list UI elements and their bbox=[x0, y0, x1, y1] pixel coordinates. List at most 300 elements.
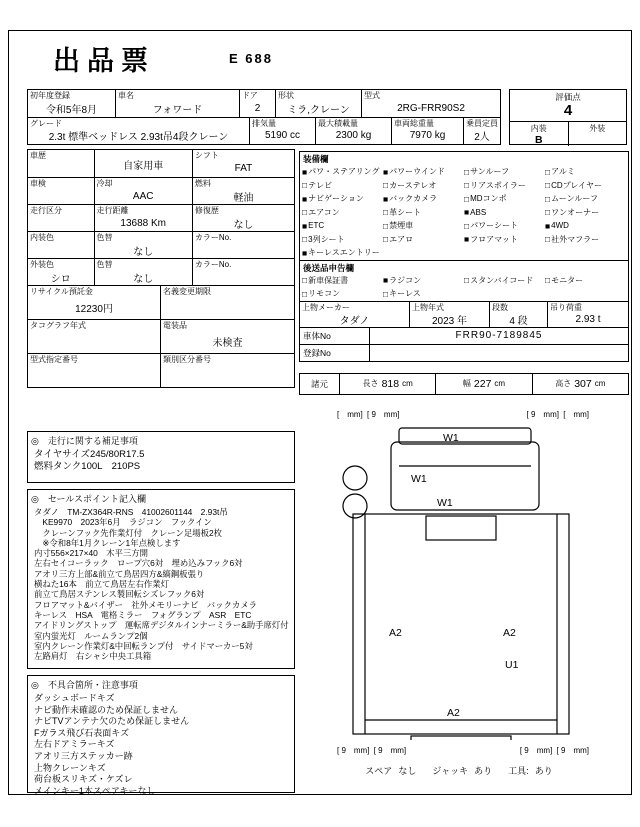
dim-field: [ 9 mm] bbox=[556, 745, 589, 755]
checkbox-label: キーレスエントリー bbox=[308, 248, 380, 258]
field-value: 2RG-FRR90S2 bbox=[397, 102, 465, 114]
detail-cell bbox=[28, 205, 95, 231]
height-unit: cm bbox=[594, 379, 606, 388]
checkbox-label: パワ・ステアリング bbox=[308, 167, 380, 177]
checkbox-label: 新車保証書 bbox=[308, 275, 349, 285]
detail-label: 色替 bbox=[96, 233, 113, 242]
length-value: 818 bbox=[381, 377, 400, 390]
text-line: ナビTVアンテナ欠のため保証しません bbox=[34, 716, 190, 727]
detail-cell bbox=[193, 232, 294, 258]
interior-grade: B bbox=[534, 134, 543, 146]
sales-points-title: ◎ セールスポイント記入欄 bbox=[31, 494, 147, 504]
text-line: アオリ三方ステッカー跡 bbox=[34, 750, 133, 761]
detail-value: FAT bbox=[234, 163, 253, 174]
jack-value: あり bbox=[474, 765, 493, 776]
checkbox-label: モニター bbox=[551, 275, 584, 285]
detail-cell bbox=[95, 150, 193, 177]
unchecked-box-icon: □ bbox=[302, 207, 308, 218]
checkbox-item bbox=[302, 233, 383, 247]
dims-bottom-left bbox=[337, 745, 408, 756]
body-maker-row bbox=[299, 302, 629, 328]
dim-field: [ 9 mm] bbox=[519, 745, 553, 755]
detail-cell bbox=[161, 286, 294, 319]
later-items-title: 後送品申告欄 bbox=[303, 262, 355, 273]
detail-row bbox=[28, 177, 294, 204]
unchecked-box-icon: □ bbox=[545, 180, 551, 191]
detail-label: 型式指定番号 bbox=[30, 355, 78, 364]
checkbox-item bbox=[302, 219, 383, 233]
field-value: 7970 kg bbox=[409, 130, 446, 142]
detail-row bbox=[28, 285, 294, 319]
dim-field: [ mm] bbox=[563, 409, 589, 419]
detail-cell bbox=[28, 178, 95, 204]
checked-box-icon: ■ bbox=[302, 166, 308, 177]
checkbox-item bbox=[464, 192, 545, 206]
unchecked-box-icon: □ bbox=[464, 275, 470, 286]
interior-label: 内装 bbox=[530, 124, 547, 133]
detail-label: 燃料 bbox=[194, 179, 211, 188]
text-line: タイヤサイズ245/80R17.5 bbox=[34, 449, 145, 460]
unchecked-box-icon: □ bbox=[545, 193, 551, 204]
text-line: 左右セイコーラック ロープ穴6対 埋め込みフック6対 bbox=[34, 558, 243, 569]
field-value: 2.3t 標準ベッドレス 2.93t吊4段クレーン bbox=[48, 132, 229, 144]
text-line: 室内蛍光灯 ルームランプ2個 bbox=[34, 630, 148, 641]
chassis-no-label: 車体No bbox=[300, 328, 370, 344]
rating-score: 4 bbox=[563, 102, 573, 119]
detail-label: 走行区分 bbox=[30, 206, 62, 215]
dims-top-right bbox=[527, 409, 591, 420]
checkbox-item bbox=[545, 274, 626, 288]
checkbox-item bbox=[302, 246, 383, 260]
detail-row bbox=[28, 231, 294, 258]
detail-label: リサイクル預託金 bbox=[30, 287, 93, 296]
detail-value: なし bbox=[233, 219, 254, 231]
detail-cell bbox=[95, 178, 193, 204]
field-cell bbox=[316, 118, 392, 144]
unchecked-box-icon: □ bbox=[302, 234, 308, 245]
text-line: タダノ TM-ZX364R-RNS 41002601144 2.93t吊 bbox=[34, 507, 228, 517]
checkbox-item bbox=[383, 165, 464, 179]
detail-cell bbox=[28, 320, 161, 353]
width-label: 幅 bbox=[462, 379, 471, 388]
checkbox-label: スタンバイコード bbox=[470, 275, 534, 285]
checkbox-item bbox=[545, 233, 626, 247]
dim-field: [ 9 mm] bbox=[367, 409, 400, 419]
damage-mark: A2 bbox=[503, 626, 516, 639]
detail-value bbox=[28, 242, 94, 258]
detail-cell bbox=[193, 150, 294, 177]
unchecked-box-icon: □ bbox=[545, 166, 551, 177]
field-label: 上物メーカー bbox=[302, 302, 350, 312]
detail-label: 外装色 bbox=[30, 260, 54, 269]
field-cell bbox=[276, 90, 362, 117]
vehicle-main-table bbox=[27, 89, 501, 145]
unchecked-box-icon: □ bbox=[545, 234, 551, 245]
checkbox-label: ナビゲーション bbox=[308, 194, 364, 204]
detail-cell bbox=[193, 205, 294, 231]
checkbox-item bbox=[383, 206, 464, 220]
checkbox-label: キーレス bbox=[389, 289, 421, 299]
checkbox-item bbox=[302, 274, 383, 288]
text-line: アイドリングストップ 運転席デジタルインナーミラー&助手席灯付 bbox=[34, 620, 289, 631]
checkbox-label: エアコン bbox=[308, 207, 340, 217]
checkbox-item bbox=[302, 192, 383, 206]
field-value: 2 bbox=[254, 102, 261, 114]
unchecked-box-icon: □ bbox=[464, 220, 470, 231]
checkbox-item bbox=[464, 233, 545, 247]
detail-cell bbox=[28, 259, 95, 285]
exterior-label: 外装 bbox=[589, 124, 606, 133]
checkbox-item bbox=[383, 192, 464, 206]
checkbox-label: フロアマット bbox=[470, 234, 518, 244]
tools-label: 工具: bbox=[508, 765, 529, 776]
detail-value: 12230円 bbox=[75, 304, 113, 315]
checkbox-label: エアロ bbox=[389, 234, 414, 244]
text-line: メインキー1本スペアキーなし bbox=[34, 785, 156, 796]
length-cell bbox=[340, 374, 436, 394]
unchecked-box-icon: □ bbox=[383, 180, 389, 191]
damage-mark: U1 bbox=[505, 658, 519, 671]
checkbox-item bbox=[302, 287, 383, 301]
checked-box-icon: ■ bbox=[545, 220, 551, 231]
detail-value bbox=[28, 215, 94, 231]
checkbox-label: 社外マフラー bbox=[551, 234, 600, 244]
width-value: 227 bbox=[473, 377, 492, 390]
reg-no-label: 登録No bbox=[300, 345, 370, 361]
detail-cell bbox=[193, 259, 294, 285]
checkbox-item bbox=[383, 274, 464, 288]
detail-cell bbox=[161, 354, 294, 387]
text-line: アオリ三方上部&前立て鳥居四方&縞鋼板張り bbox=[34, 568, 205, 579]
checkbox-item bbox=[464, 179, 545, 193]
later-items-box bbox=[299, 261, 629, 302]
checkbox-item bbox=[545, 206, 626, 220]
field-cell bbox=[28, 118, 250, 144]
equipment-title: 装備欄 bbox=[303, 154, 329, 164]
field-value: 2人 bbox=[474, 132, 490, 144]
text-line: ※令和8年1月クレーン1年点検します bbox=[34, 537, 181, 548]
checkbox-item bbox=[545, 192, 626, 206]
detail-label: 内装色 bbox=[30, 233, 54, 242]
checkbox-item bbox=[302, 179, 383, 193]
unchecked-box-icon: □ bbox=[464, 180, 470, 191]
unchecked-box-icon: □ bbox=[302, 275, 308, 286]
damage-mark: W1 bbox=[437, 496, 453, 509]
checkbox-label: 4WD bbox=[551, 221, 569, 231]
driving-notes-lines bbox=[28, 449, 294, 473]
sales-points-box bbox=[27, 489, 295, 669]
checked-box-icon: ■ bbox=[464, 234, 470, 245]
exterior-rating bbox=[568, 122, 627, 146]
sales-points-lines bbox=[28, 507, 294, 661]
tools-value: あり bbox=[534, 765, 553, 776]
detail-value bbox=[193, 242, 294, 258]
defects-box bbox=[27, 675, 295, 796]
field-label: 形状 bbox=[278, 91, 294, 100]
field-label: グレード bbox=[30, 118, 62, 128]
sheet-code: E 688 bbox=[229, 51, 273, 66]
checkbox-label: CDプレイヤー bbox=[551, 180, 602, 190]
rear-bumper-outline bbox=[411, 736, 511, 740]
right-column bbox=[299, 151, 629, 777]
checked-box-icon: ■ bbox=[383, 275, 389, 286]
detail-value bbox=[161, 296, 294, 319]
damage-mark: A2 bbox=[447, 706, 460, 719]
field-cell bbox=[28, 90, 116, 117]
unchecked-box-icon: □ bbox=[302, 288, 308, 299]
unchecked-box-icon: □ bbox=[383, 288, 389, 299]
text-line: Fガラス飛び石表面キズ bbox=[34, 727, 130, 738]
unchecked-box-icon: □ bbox=[302, 180, 308, 191]
detail-label: 色替 bbox=[96, 260, 113, 269]
text-line: ナビ動作未確認のため保証しません bbox=[34, 704, 179, 715]
detail-cell bbox=[95, 259, 193, 285]
length-unit: cm bbox=[402, 379, 413, 388]
detail-row bbox=[28, 258, 294, 285]
field-label: 乗員定員 bbox=[466, 118, 498, 128]
damage-mark: W1 bbox=[411, 472, 427, 485]
rating-box bbox=[509, 89, 627, 145]
checkbox-item bbox=[464, 206, 545, 220]
dim-field: [ 9 mm] bbox=[373, 745, 407, 755]
vehicle-detail-table bbox=[27, 149, 295, 388]
driving-notes-box bbox=[27, 431, 295, 483]
detail-cell bbox=[193, 178, 294, 204]
detail-value: AAC bbox=[132, 190, 154, 202]
checkbox-item bbox=[545, 165, 626, 179]
crane-base-outline bbox=[426, 516, 496, 540]
field-label: 最大積載量 bbox=[318, 118, 358, 128]
detail-label: 冷却 bbox=[96, 179, 113, 188]
detail-value bbox=[161, 364, 294, 387]
main-row-2 bbox=[28, 117, 500, 144]
main-row-1 bbox=[28, 90, 500, 117]
checkbox-label: アルミ bbox=[551, 167, 575, 177]
checkbox-item bbox=[302, 206, 383, 220]
checkbox-label: テレビ bbox=[308, 180, 332, 190]
field-label: 排気量 bbox=[252, 118, 276, 128]
field-value: 4 段 bbox=[509, 315, 528, 327]
checkbox-label: ムーンルーフ bbox=[551, 194, 598, 204]
checked-box-icon: ■ bbox=[383, 166, 389, 177]
checkbox-label: パワーシート bbox=[470, 221, 518, 231]
detail-label: 車検 bbox=[30, 179, 46, 188]
detail-value bbox=[28, 330, 160, 353]
checkbox-label: パワーウインド bbox=[389, 167, 445, 177]
checkbox-label: リモコン bbox=[308, 289, 341, 299]
field-value: 5190 cc bbox=[264, 130, 301, 142]
truck-damage-diagram bbox=[299, 420, 629, 740]
checkbox-label: 革シート bbox=[389, 207, 422, 217]
detail-row bbox=[28, 204, 294, 231]
detail-label: 車歴 bbox=[30, 151, 46, 160]
checked-box-icon: ■ bbox=[383, 193, 389, 204]
checkbox-label: リアスポイラー bbox=[470, 180, 526, 190]
width-unit: cm bbox=[494, 379, 506, 388]
field-value: 令和5年8月 bbox=[45, 104, 98, 116]
chassis-no-value: FRR90-7189845 bbox=[455, 330, 543, 341]
tools-footer bbox=[299, 764, 629, 777]
equipment-box bbox=[299, 151, 629, 261]
text-line: 上物クレーンキズ bbox=[34, 762, 106, 773]
field-label: 車両総重量 bbox=[394, 118, 434, 128]
checkbox-label: ETC bbox=[308, 221, 325, 231]
checkbox-item bbox=[545, 219, 626, 233]
detail-label: 走行距離 bbox=[96, 206, 129, 215]
field-cell bbox=[392, 118, 464, 144]
field-value: 2023 年 bbox=[431, 315, 468, 327]
field-value: 2.93 t bbox=[575, 313, 601, 325]
page-title: 出品票 bbox=[53, 46, 155, 76]
detail-value bbox=[28, 160, 94, 177]
checkbox-label: 禁煙車 bbox=[389, 221, 414, 231]
damage-mark: A2 bbox=[389, 626, 402, 639]
field-label: 型式 bbox=[364, 91, 380, 100]
driving-notes-title: ◎ 走行に関する補足事項 bbox=[31, 436, 138, 446]
auction-sheet bbox=[8, 30, 632, 795]
field-cell bbox=[116, 90, 240, 117]
unchecked-box-icon: □ bbox=[383, 207, 389, 218]
diagram-dims-bottom bbox=[299, 745, 629, 756]
unchecked-box-icon: □ bbox=[464, 193, 470, 204]
defects-title: ◎ 不具合箇所・注意事項 bbox=[31, 680, 138, 690]
diagram-dims-top bbox=[299, 409, 629, 420]
checkbox-label: サンルーフ bbox=[470, 167, 510, 177]
detail-value: 自家用車 bbox=[123, 160, 164, 172]
field-label: ドア bbox=[242, 91, 258, 100]
text-line: 前立て鳥居ステンレス製回転シズレフック6対 bbox=[34, 589, 205, 600]
detail-value: シロ bbox=[50, 273, 71, 285]
detail-cell bbox=[95, 205, 193, 231]
checked-box-icon: ■ bbox=[464, 207, 470, 218]
dim-field: [ 9 mm] bbox=[526, 409, 559, 419]
text-line: フロアマット&バイザー 社外メモリーナビ バックカメラ bbox=[34, 599, 257, 610]
text-line: KE9970 2023年6月 ラジコン フックイン bbox=[34, 517, 212, 528]
reg-no-row bbox=[299, 345, 629, 362]
damage-mark: W1 bbox=[443, 431, 459, 444]
dim-field: [ 9 mm] bbox=[337, 745, 370, 755]
dim-field: [ mm] bbox=[337, 409, 363, 419]
bed-outline bbox=[353, 514, 569, 734]
dimensions-label: 諸元 bbox=[300, 374, 340, 394]
detail-row bbox=[28, 150, 294, 177]
spare-value: なし bbox=[398, 765, 417, 776]
checkbox-item bbox=[302, 165, 383, 179]
interior-rating bbox=[510, 122, 568, 146]
field-label: 初年度登録 bbox=[30, 91, 70, 100]
checkbox-item bbox=[464, 165, 545, 179]
height-value: 307 bbox=[574, 377, 592, 390]
exterior-grade bbox=[569, 134, 627, 146]
dims-bottom-right bbox=[520, 745, 591, 756]
field-cell bbox=[300, 302, 410, 327]
field-value: タダノ bbox=[339, 315, 370, 327]
detail-value: 未検査 bbox=[212, 338, 243, 349]
defects-lines bbox=[28, 693, 294, 797]
unchecked-box-icon: □ bbox=[545, 207, 551, 218]
text-line: 室内クレーン作業灯&中回転ランプ付 サイドマーカー5対 bbox=[34, 640, 253, 651]
rating-label: 評価点 bbox=[555, 92, 581, 102]
field-label: 吊り荷重 bbox=[550, 302, 582, 312]
detail-label: 名義変更期限 bbox=[163, 287, 211, 296]
checkbox-item bbox=[383, 219, 464, 233]
text-line: 横ねた16本 前立て鳥居左右作業灯 bbox=[34, 579, 169, 590]
checkbox-label: ラジコン bbox=[389, 275, 422, 285]
rating-sub bbox=[510, 121, 626, 146]
detail-cell bbox=[161, 320, 294, 353]
unchecked-box-icon: □ bbox=[464, 166, 470, 177]
left-wheel-icon bbox=[343, 466, 367, 490]
field-cell bbox=[464, 118, 500, 144]
detail-value bbox=[193, 269, 294, 285]
field-value: 2300 kg bbox=[335, 130, 372, 142]
text-line: キーレス HSA 電格ミラー フォグランプ ASR ETC bbox=[34, 609, 252, 620]
detail-value: 軽油 bbox=[233, 192, 254, 204]
width-cell bbox=[436, 374, 532, 394]
detail-label: カラーNo. bbox=[194, 233, 232, 242]
checkbox-item bbox=[383, 179, 464, 193]
dims-top-left bbox=[337, 409, 401, 420]
checkbox-item bbox=[464, 219, 545, 233]
detail-cell bbox=[28, 286, 161, 319]
checkbox-item bbox=[464, 274, 545, 288]
detail-value: 13688 Km bbox=[120, 217, 166, 229]
field-cell bbox=[250, 118, 316, 144]
detail-label: タコグラフ年式 bbox=[30, 321, 86, 330]
detail-label: 電装品 bbox=[163, 321, 187, 330]
checkbox-label: ワンオーナー bbox=[551, 207, 600, 217]
text-line: 内寸556×217×40 木平三方開 bbox=[34, 548, 149, 559]
detail-row bbox=[28, 353, 294, 387]
field-label: 上物年式 bbox=[412, 302, 444, 312]
detail-cell bbox=[95, 232, 193, 258]
field-label: 車名 bbox=[118, 91, 134, 100]
field-cell bbox=[490, 302, 548, 327]
field-value: ミラ,クレーン bbox=[287, 104, 350, 116]
reg-no-value bbox=[370, 345, 628, 361]
length-label: 長さ bbox=[362, 379, 379, 388]
checkbox-label: 3列シート bbox=[308, 234, 345, 244]
checked-box-icon: ■ bbox=[302, 247, 308, 258]
detail-value: なし bbox=[133, 246, 154, 258]
text-line: 左右ドアミラーキズ bbox=[34, 739, 115, 750]
detail-cell bbox=[28, 354, 161, 387]
field-cell bbox=[410, 302, 490, 327]
field-cell bbox=[240, 90, 276, 117]
jack-label: ジャッキ bbox=[432, 765, 469, 776]
unchecked-box-icon: □ bbox=[383, 220, 389, 231]
height-cell bbox=[533, 374, 628, 394]
detail-value bbox=[28, 364, 160, 387]
checkbox-item bbox=[383, 233, 464, 247]
detail-cell bbox=[28, 150, 95, 177]
field-cell bbox=[548, 302, 628, 327]
spare-label: スペア bbox=[365, 765, 393, 776]
checked-box-icon: ■ bbox=[302, 193, 308, 204]
detail-label: 修復歴 bbox=[194, 206, 219, 215]
unchecked-box-icon: □ bbox=[383, 234, 389, 245]
equipment-grid bbox=[300, 165, 628, 260]
checkbox-label: ABS bbox=[470, 207, 487, 217]
text-line: クレーンフック先作業灯付 クレーン足場板2枚 bbox=[34, 527, 222, 538]
detail-label: 類別区分番号 bbox=[163, 355, 211, 364]
detail-value: なし bbox=[133, 273, 154, 285]
text-line: ダッシュボードキズ bbox=[34, 693, 115, 703]
checkbox-label: カーステレオ bbox=[389, 180, 437, 190]
later-items-grid bbox=[300, 274, 628, 301]
detail-label: カラーNo. bbox=[194, 260, 232, 269]
detail-label: シフト bbox=[194, 151, 219, 160]
